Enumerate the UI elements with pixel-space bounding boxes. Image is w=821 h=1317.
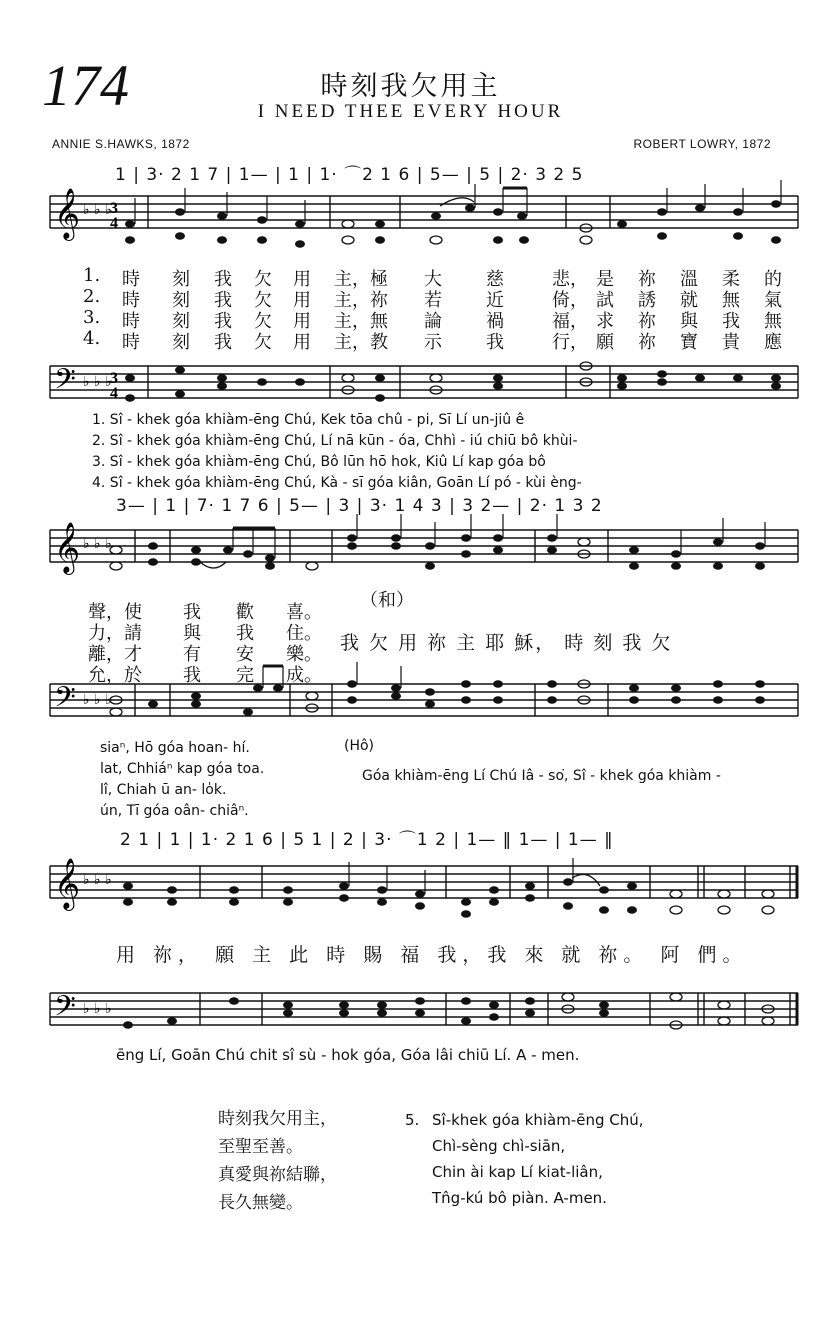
chinese-lyric-char: 時 [122,311,140,332]
chinese-lyric-char: 應 [764,332,782,353]
composer-credit: ROBERT LOWRY, 1872 [633,137,771,151]
verse5-number: 5. [405,1111,420,1129]
chinese-lyric-char: 刻 [172,269,190,290]
chinese-lyric-char: 刻 [172,290,190,311]
chinese-lyric-char: 主，無 [334,311,388,332]
chinese-lyric-char: 用 [293,290,311,311]
chorus-marker: （和） [360,590,414,611]
verse-number: 3. [83,307,101,328]
final-chinese-lyric: 用 祢， 願 主 此 時 賜 福 我，我 來 就 祢。 阿 們。 [116,944,748,966]
chinese-lyric-char: 用 [293,311,311,332]
chinese-lyric-char: 有 [183,644,201,665]
verse5-chinese-line-4: 長久無變。 [218,1193,303,1213]
chinese-lyric-char: 允，於 [88,665,142,686]
verse5-romanized-line-4: Tn̂g-kú bô piàn. A-men. [432,1189,607,1207]
chinese-lyric-char: 柔 [722,269,740,290]
chinese-lyric-char: 慈 [486,269,504,290]
chinese-lyric-char: 祢 [638,311,656,332]
chinese-lyric-char: 我 [183,602,201,623]
treble-staff-1 [0,188,821,258]
verse5-chinese-line-3: 真愛與祢結聯， [218,1165,337,1185]
verse5-romanized-line-1: Sî-khek góa khiàm-ēng Chú, [432,1111,644,1129]
numbered-notation-row-2: 3— | 1 | 7· 1 7 6 | 5— | 3 | 3· 1 4 3 | 3 2— | 2· 1 3 2 [116,496,603,516]
treble-clef-icon: 𝄞 [54,188,81,239]
chinese-lyric-char: 我 [183,665,201,686]
chinese-lyric-char: 的 [764,269,782,290]
chinese-lyric-char: 倚， [552,290,588,311]
chinese-lyric-char: 禍 [486,311,504,332]
chinese-lyric-char: 主，祢 [334,290,388,311]
chinese-lyric-char: 試 [596,290,614,311]
chinese-lyric-char: 聲，使 [88,602,142,623]
chinese-lyric-char: 時 [122,332,140,353]
chinese-lyric-char: 安 [236,644,254,665]
chinese-lyric-char: 住。 [286,623,322,644]
chinese-lyric-char: 欠 [254,332,272,353]
svg-text:♭ ♭ ♭: ♭ ♭ ♭ [83,536,112,552]
chinese-lyric-char: 主，教 [334,332,388,353]
chinese-lyric-char: 寶 [680,332,698,353]
numbered-notation-row-3: 2 1 | 1 | 1· 2 1 6 | 5 1 | 2 | 3· ⌒1 2 | 1— ‖ 1— | 1— ‖ [120,830,614,850]
chinese-lyric-char: 祢 [638,332,656,353]
chinese-lyric-char: 近 [486,290,504,311]
chinese-lyric-char: 離，才 [88,644,142,665]
romanized-verse-2: 2. Sî - khek góa khiàm-ēng Chú, Lí nā kūn - óa, Chhì - iú chiū bô khùi- [92,433,578,449]
chinese-lyric-char: 用 [293,269,311,290]
chinese-lyric-char: 若 [424,290,442,311]
chinese-lyric-char: 無 [764,311,782,332]
chinese-lyric-char: 歡 [236,602,254,623]
chinese-lyric-char: 喜。 [286,602,322,623]
chinese-lyric-char: 我 [214,269,232,290]
chinese-lyric-char: 論 [424,311,442,332]
chinese-lyric-char: 用 [293,332,311,353]
chinese-lyric-char: 就 [680,290,698,311]
verse-number: 2. [83,286,101,307]
chinese-lyric-char: 求 [596,311,614,332]
romanized-verse-1: 1. Sî - khek góa khiàm-ēng Chú, Kek tōa chû - pi, Sī Lí un-jiû ê [92,412,525,428]
chorus-chinese-lyric: 我 欠 用 祢 主 耶 穌， 時 刻 我 欠 [340,632,673,654]
chorus-romanized-lyric: Góa khiàm-ēng Lí Chú Iâ - so͘, Sî - khek góa khiàm - [362,768,721,784]
chinese-lyric-char: 成。 [286,665,322,686]
chorus-marker-romanized: (Hô) [344,738,375,754]
verse5-chinese-line-2: 至聖至善。 [218,1137,303,1157]
chinese-lyric-char: 刻 [172,332,190,353]
romanized-ending-2: lat, Chhiáⁿ kap góa toa. [100,761,265,777]
chinese-lyric-char: 溫 [680,269,698,290]
chinese-lyric-char: 完 [236,665,254,686]
romanized-verse-4: 4. Sî - khek góa khiàm-ēng Chú, Kà - sī góa kiân, Goān Lí pó - kùi èng- [92,475,582,491]
chinese-lyric-char: 福， [552,311,588,332]
chinese-lyric-char: 大 [424,269,442,290]
svg-text:3: 3 [110,200,118,217]
chinese-lyric-char: 誘 [638,290,656,311]
chinese-lyric-char: 力，請 [88,623,142,644]
svg-text:♭ ♭ ♭: ♭ ♭ ♭ [83,1001,112,1017]
svg-text:♭ ♭ ♭: ♭ ♭ ♭ [83,374,112,390]
treble-staff-3 [0,858,821,928]
romanized-ending-1: siaⁿ, Hō góa hoan- hí. [100,740,250,756]
treble-clef-icon: 𝄞 [54,522,81,573]
final-romanized-lyric: ēng Lí, Goān Chú chit sî sù - hok góa, Góa lâi chiū Lí. A - men. [116,1046,580,1064]
bass-staff-1 [0,358,821,408]
hymn-title-chinese: 時刻我欠用主 [320,71,501,102]
treble-clef-icon: 𝄞 [54,858,81,909]
hymn-title-english: I NEED THEE EVERY HOUR [257,101,564,122]
chinese-lyric-char: 我 [486,332,504,353]
chinese-lyric-char: 行， [552,332,588,353]
chinese-lyric-char: 樂。 [286,644,322,665]
svg-text:♭ ♭ ♭: ♭ ♭ ♭ [83,202,112,218]
svg-text:3: 3 [110,370,118,387]
svg-text:4: 4 [110,385,118,402]
chinese-lyric-char: 無 [722,290,740,311]
chinese-lyric-char: 時 [122,290,140,311]
chinese-lyric-char: 欠 [254,290,272,311]
chinese-lyric-char: 刻 [172,311,190,332]
chinese-lyric-char: 欠 [254,269,272,290]
svg-text:♭ ♭ ♭: ♭ ♭ ♭ [83,692,112,708]
verse5-romanized-line-2: Chì-sèng chì-siān, [432,1137,566,1155]
chinese-lyric-char: 願 [596,332,614,353]
romanized-ending-3: lî, Chiah ū an- lo̍k. [100,782,227,798]
chinese-lyric-char: 主，極 [334,269,388,290]
chinese-lyric-char: 悲， [552,269,588,290]
romanized-verse-3: 3. Sî - khek góa khiàm-ēng Chú, Bô lūn hō hok, Kiû Lí kap góa bô [92,454,546,470]
chinese-lyric-char: 我 [214,311,232,332]
chinese-lyric-char: 與 [183,623,201,644]
chinese-lyric-char: 我 [236,623,254,644]
numbered-notation-row-1: 1 | 3· 2 1 7 | 1— | 1 | 1· ⌒2 1 6 | 5— | 5 | 2· 3 2 5 [115,165,584,185]
bass-clef-icon: 𝄢 [54,363,76,403]
chinese-lyric-char: 是 [596,269,614,290]
verse-number: 4. [83,328,101,349]
bass-clef-icon: 𝄢 [54,681,76,721]
chinese-lyric-char: 我 [214,290,232,311]
bass-clef-icon: 𝄢 [54,990,76,1030]
chinese-lyric-char: 示 [424,332,442,353]
romanized-ending-4: ún, Tī góa oân- chiâⁿ. [100,803,249,819]
chinese-lyric-char: 與 [680,311,698,332]
chinese-lyric-char: 氣 [764,290,782,311]
chinese-lyric-char: 貴 [722,332,740,353]
treble-staff-2 [0,522,821,592]
chinese-lyric-char: 祢 [638,269,656,290]
chinese-lyric-char: 我 [722,311,740,332]
chinese-lyric-char: 欠 [254,311,272,332]
svg-text:♭ ♭ ♭: ♭ ♭ ♭ [83,872,112,888]
bass-staff-3 [0,985,821,1040]
chinese-lyric-char: 我 [214,332,232,353]
bass-staff-2 [0,676,821,736]
chinese-lyric-char: 時 [122,269,140,290]
verse5-chinese-line-1: 時刻我欠用主， [218,1109,337,1129]
verse-number: 1. [83,265,101,286]
verse5-romanized-line-3: Chin ài kap Lí kiat-liân, [432,1163,603,1181]
lyricist-credit: ANNIE S.HAWKS, 1872 [52,137,190,151]
svg-text:4: 4 [110,215,118,232]
hymn-number: 174 [42,53,129,118]
